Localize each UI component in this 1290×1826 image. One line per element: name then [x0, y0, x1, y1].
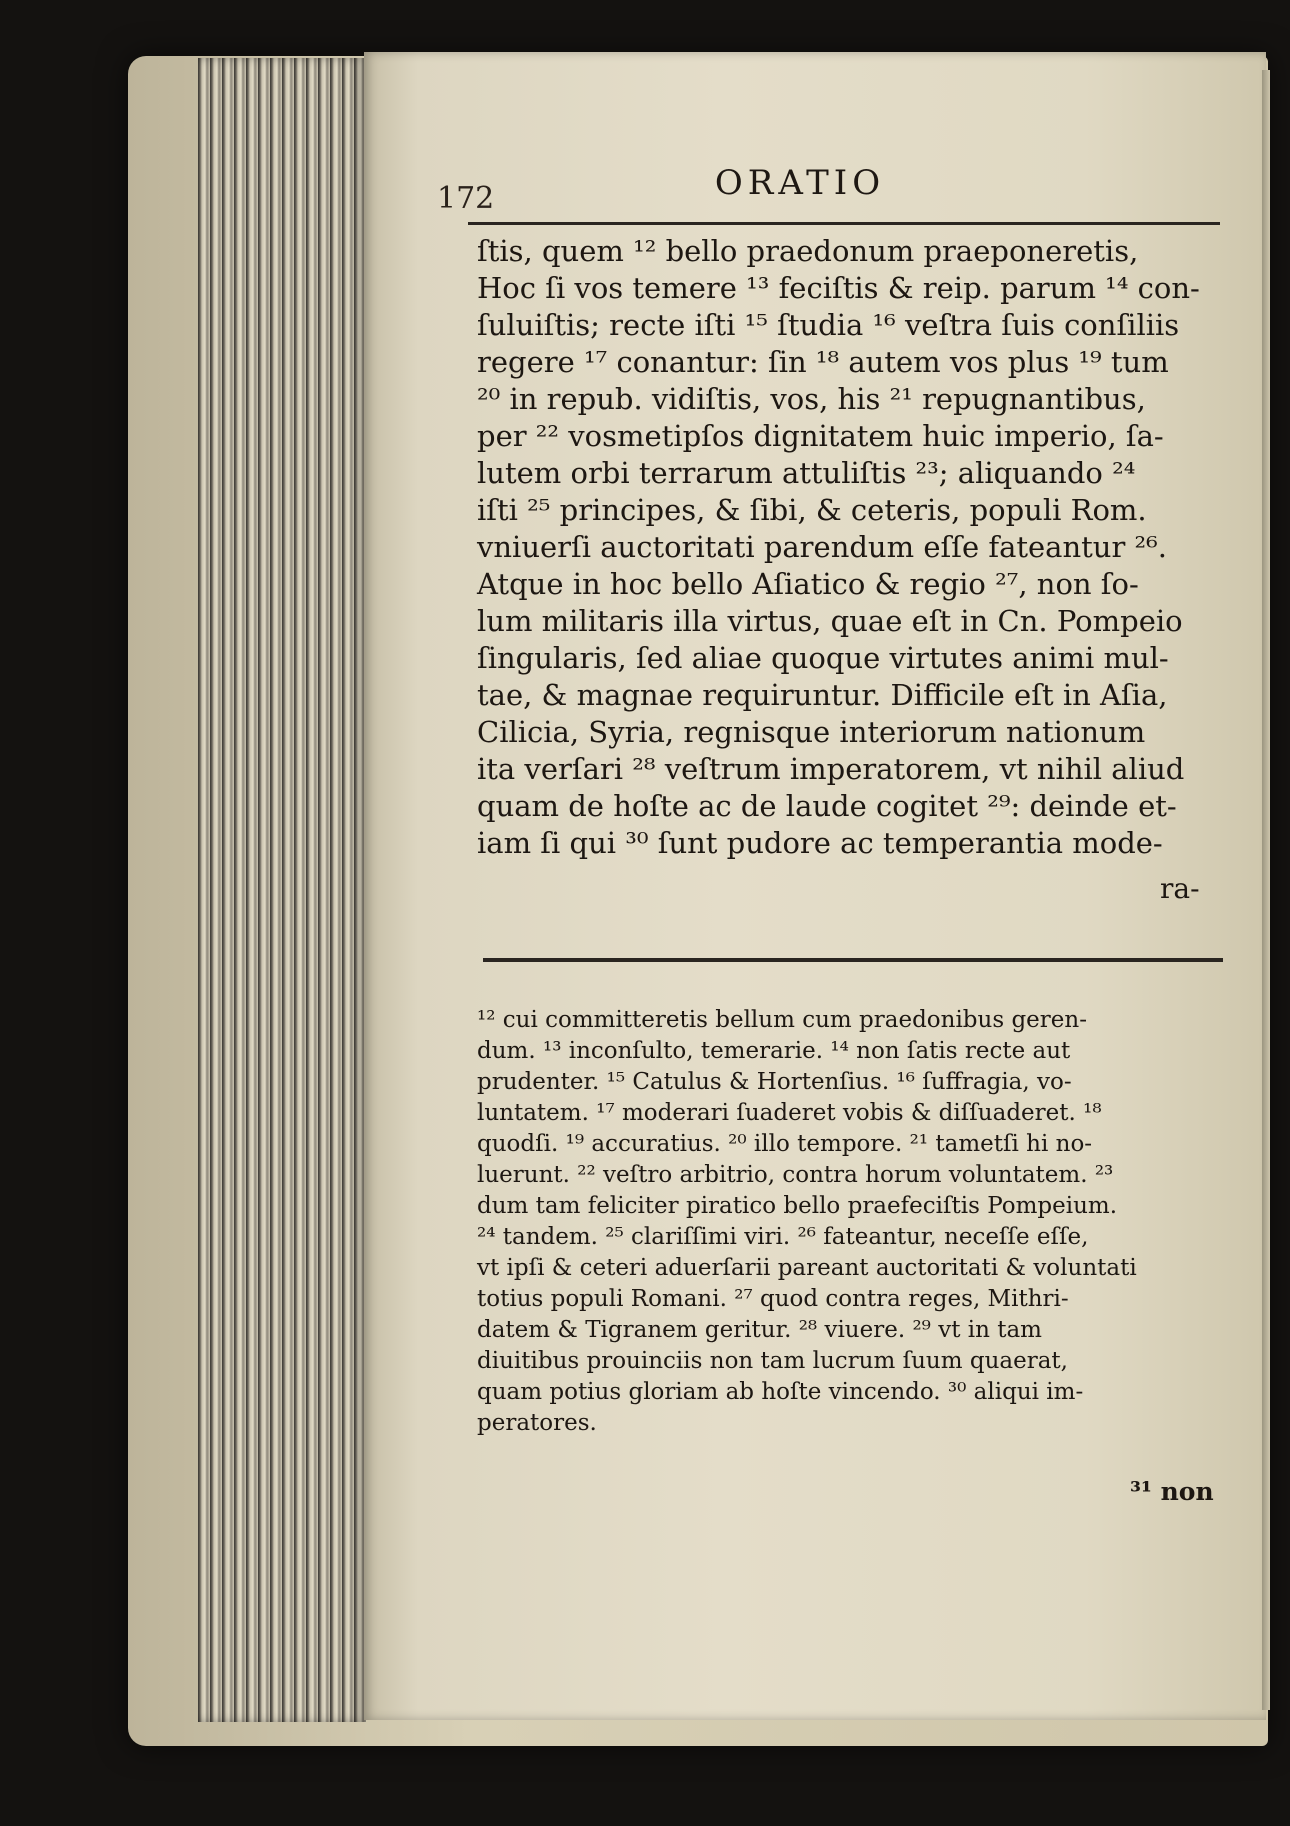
text-line: ſtis, quem ¹² bello praedonum praeponeretis,	[477, 234, 1139, 268]
footnote-line: datem & Tigranem geritur. ²⁸ viuere. ²⁹ vt in tam	[477, 1317, 1042, 1343]
text-line: regere ¹⁷ conantur: ſin ¹⁸ autem vos plus ¹⁹ tum	[477, 345, 1169, 379]
text-line: ſuluiſtis; recte iſti ¹⁵ ſtudia ¹⁶ veſtra ſuis conſiliis	[477, 308, 1180, 342]
footnote-line: dum. ¹³ inconſulto, temerarie. ¹⁴ non ſatis recte aut	[477, 1038, 1071, 1064]
text-line: quam de hoſte ac de laude cogitet ²⁹: deinde et-	[477, 789, 1177, 823]
text-line: lutem orbi terrarum attuliſtis ²³; aliquando ²⁴	[477, 456, 1136, 490]
text-line: iſti ²⁵ principes, & ſibi, & ceteris, populi Rom.	[477, 493, 1147, 527]
header-rule	[468, 222, 1220, 225]
page-gutter-edge	[1262, 70, 1270, 1710]
text-line: ſingularis, ſed aliae quoque virtutes animi mul-	[477, 641, 1169, 675]
footnote-line: ¹² cui committeretis bellum cum praedonibus geren-	[477, 1007, 1087, 1033]
text-line: Cilicia, Syria, regnisque interiorum nationum	[477, 715, 1146, 749]
footnote-line: dum tam feliciter piratico bello praefeciſtis Pompeium.	[477, 1193, 1118, 1219]
page-edges	[198, 58, 366, 1722]
footnote-line: luerunt. ²² veſtro arbitrio, contra horum voluntatem. ²³	[477, 1162, 1114, 1188]
running-head: ORATIO	[714, 163, 886, 203]
text-line: tae, & magnae requiruntur. Difficile eſt in Aſia,	[477, 678, 1168, 712]
footnote-line: quodſi. ¹⁹ accuratius. ²⁰ illo tempore. ²¹ tametſi hi no-	[477, 1131, 1093, 1157]
footnote-line: prudenter. ¹⁵ Catulus & Hortenſius. ¹⁶ ſuffragia, vo-	[477, 1069, 1072, 1095]
footnote-line: quam potius gloriam ab hoſte vincendo. ³⁰ aliqui im-	[477, 1379, 1084, 1405]
text-line: Hoc ſi vos temere ¹³ feciſtis & reip. parum ¹⁴ con-	[477, 271, 1200, 305]
footnote-catchword: ³¹ non	[1130, 1477, 1214, 1506]
text-line: ²⁰ in repub. vidiſtis, vos, his ²¹ repugnantibus,	[477, 382, 1146, 416]
footnote-line: diuitibus prouinciis non tam lucrum ſuum quaerat,	[477, 1348, 1068, 1374]
footnote-line: luntatem. ¹⁷ moderari ſuaderet vobis & diſſuaderet. ¹⁸	[477, 1100, 1102, 1126]
text-line: Atque in hoc bello Aſiatico & regio ²⁷, non ſo-	[477, 567, 1139, 601]
text-line: iam ſi qui ³⁰ ſunt pudore ac temperantia mode-	[477, 826, 1163, 860]
footnote-line: peratores.	[477, 1410, 597, 1436]
text-line: per ²² vosmetipſos dignitatem huic imperio, ſa-	[477, 419, 1164, 453]
footnote-line: ²⁴ tandem. ²⁵ clariſſimi viri. ²⁶ fateantur, neceſſe eſſe,	[477, 1224, 1089, 1250]
page-number: 172	[437, 181, 495, 216]
text-line: lum militaris illa virtus, quae eſt in Cn. Pompeio	[477, 604, 1183, 638]
text-line: ita verſari ²⁸ veſtrum imperatorem, vt nihil aliud	[477, 752, 1185, 786]
footnote-rule	[483, 958, 1223, 962]
footnote-line: vt ipſi & ceteri aduerſarii pareant auctoritati & voluntati	[477, 1255, 1137, 1281]
text-line: vniuerſi auctoritati parendum eſſe fateantur ²⁶.	[477, 530, 1168, 564]
catchword: ra-	[1160, 872, 1200, 905]
footnote-line: totius populi Romani. ²⁷ quod contra reges, Mithri-	[477, 1286, 1069, 1312]
